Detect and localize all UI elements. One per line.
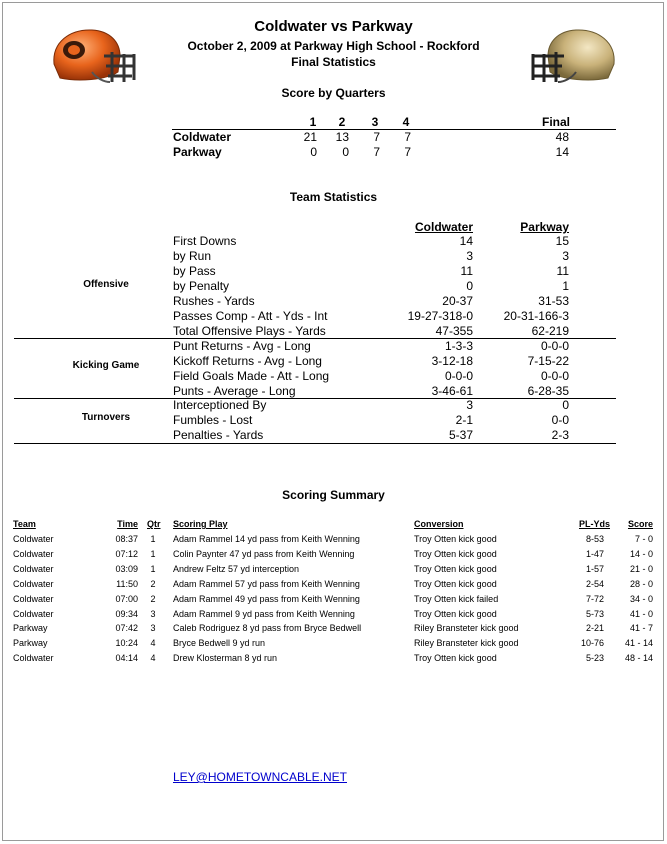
stat-value-parkway: 31-53 xyxy=(538,293,569,308)
stat-value-parkway: 0 xyxy=(562,398,569,413)
scoring-play: Caleb Rodriguez 8 yd pass from Bryce Bedwell xyxy=(173,623,362,634)
stat-label: Total Offensive Plays - Yards xyxy=(173,323,326,338)
stat-value-parkway: 11 xyxy=(556,263,569,278)
stat-label: Interceptioned By xyxy=(173,398,267,413)
quarter-score: 7 xyxy=(404,145,411,159)
scoring-play: Adam Rammel 57 yd pass from Keith Wenning xyxy=(173,578,360,589)
stat-label: Kickoff Returns - Avg - Long xyxy=(173,353,322,368)
scoring-team: Coldwater xyxy=(13,548,54,559)
stat-value-coldwater: 11 xyxy=(460,263,473,278)
team-statistics-title: Team Statistics xyxy=(289,190,378,204)
stat-value-coldwater: 5-37 xyxy=(448,428,473,443)
scoring-conversion: Troy Otten kick good xyxy=(414,548,497,559)
scoring-conversion: Riley Bransteter kick good xyxy=(414,638,519,649)
scoring-time: 08:37 xyxy=(115,534,138,544)
scoring-plyds: 7-72 xyxy=(585,593,604,604)
divider xyxy=(14,338,616,339)
scoring-plyds: 1-57 xyxy=(585,563,604,574)
stat-value-coldwater: 3-46-61 xyxy=(431,383,473,398)
final-header: Final xyxy=(541,115,570,129)
scoring-qtr: 1 xyxy=(150,548,156,559)
scoring-time: 07:42 xyxy=(115,623,138,634)
scoring-team: Coldwater xyxy=(13,608,54,619)
scoring-score: 28 - 0 xyxy=(629,578,653,589)
scoring-play: Drew Klosterman 8 yd run xyxy=(173,653,278,664)
scoring-play: Adam Rammel 14 yd pass from Keith Wenning xyxy=(173,534,360,544)
quarter-header: 3 xyxy=(371,115,379,129)
scoring-qtr: 3 xyxy=(150,623,156,634)
stat-value-parkway: 15 xyxy=(555,234,569,248)
scoring-time: 07:00 xyxy=(115,593,138,604)
stat-value-coldwater: 0-0-0 xyxy=(444,368,473,383)
scoring-qtr: 1 xyxy=(150,534,156,544)
stat-label: Rushes - Yards xyxy=(173,293,255,308)
scoring-plyds: 2-54 xyxy=(585,578,604,589)
stat-label: by Penalty xyxy=(173,278,230,293)
scoring-plyds: 5-23 xyxy=(585,653,604,664)
scoring-conversion: Troy Otten kick good xyxy=(414,608,497,619)
stat-value-coldwater: 3 xyxy=(466,398,473,413)
quarter-score: 0 xyxy=(310,145,317,159)
scoring-header-time: Time xyxy=(117,519,138,529)
stat-value-parkway: 62-219 xyxy=(531,323,569,338)
quarter-score: 7 xyxy=(373,145,380,159)
stat-value-coldwater: 3-12-18 xyxy=(431,353,473,368)
scoring-header-qtr: Qtr xyxy=(147,519,161,529)
stats-group-label: Offensive xyxy=(83,279,129,290)
scoring-team: Coldwater xyxy=(13,534,54,544)
scoring-header-plyds: PL-Yds xyxy=(578,519,610,529)
scoring-time: 04:14 xyxy=(115,653,138,664)
score-by-quarters-title: Score by Quarters xyxy=(281,86,386,100)
scoring-team: Coldwater xyxy=(13,563,54,574)
stat-label: Punts - Average - Long xyxy=(173,383,296,398)
scoring-summary-title: Scoring Summary xyxy=(282,488,385,502)
scoring-time: 11:50 xyxy=(116,578,138,589)
scoring-play: Adam Rammel 49 yd pass from Keith Wenning xyxy=(173,593,360,604)
stat-label: Field Goals Made - Att - Long xyxy=(173,368,330,383)
scoring-time: 07:12 xyxy=(115,548,138,559)
scoring-team: Coldwater xyxy=(13,653,54,664)
quarters-team-name: Parkway xyxy=(173,145,222,159)
stat-label: by Pass xyxy=(173,263,216,278)
quarter-score: 0 xyxy=(342,145,349,159)
scoring-plyds: 10-76 xyxy=(580,638,604,649)
scoring-play: Adam Rammel 9 yd pass from Keith Wenning xyxy=(173,608,355,619)
stat-value-coldwater: 0 xyxy=(466,278,473,293)
stats-col-parkway: Parkway xyxy=(520,220,569,234)
quarter-score: 21 xyxy=(303,130,317,144)
stat-label: First Downs xyxy=(173,234,237,248)
scoring-header-team: Team xyxy=(13,519,36,529)
scoring-score: 21 - 0 xyxy=(629,563,653,574)
scoring-score: 41 - 7 xyxy=(629,623,653,634)
scoring-score: 7 - 0 xyxy=(634,534,653,544)
stats-group-label: Kicking Game xyxy=(72,360,140,371)
scoring-qtr: 2 xyxy=(150,593,156,604)
final-score: 14 xyxy=(555,145,569,159)
scoring-score: 41 - 14 xyxy=(624,638,653,649)
scoring-team: Parkway xyxy=(13,623,48,634)
final-score: 48 xyxy=(555,130,569,144)
scoring-plyds: 2-21 xyxy=(585,623,604,634)
scoring-team: Coldwater xyxy=(13,578,54,589)
page-title: Coldwater vs Parkway xyxy=(254,18,413,35)
stat-value-parkway: 6-28-35 xyxy=(527,383,569,398)
scoring-qtr: 4 xyxy=(150,638,156,649)
scoring-conversion: Troy Otten kick good xyxy=(414,563,497,574)
stat-value-coldwater: 19-27-318-0 xyxy=(407,308,473,323)
scoring-header-play: Scoring Play xyxy=(173,519,228,529)
stat-value-parkway: 0-0 xyxy=(551,413,569,428)
quarters-team-name: Coldwater xyxy=(173,130,232,144)
stat-value-coldwater: 2-1 xyxy=(455,413,473,428)
stat-value-coldwater: 3 xyxy=(466,248,473,263)
stat-value-parkway: 3 xyxy=(562,248,569,263)
scoring-score: 34 - 0 xyxy=(629,593,653,604)
stat-value-parkway: 2-3 xyxy=(551,428,569,443)
scoring-qtr: 3 xyxy=(150,608,156,619)
quarter-score: 13 xyxy=(335,130,349,144)
quarter-header: 2 xyxy=(338,115,346,129)
stat-value-coldwater: 20-37 xyxy=(442,293,473,308)
email-link[interactable]: LEY@HOMETOWNCABLE.NET xyxy=(173,770,347,784)
scoring-play: Andrew Feltz 57 yd interception xyxy=(173,563,300,574)
scoring-time: 09:34 xyxy=(115,608,138,619)
scoring-team: Parkway xyxy=(13,638,48,649)
scoring-score: 41 - 0 xyxy=(629,608,653,619)
quarter-score: 7 xyxy=(373,130,380,144)
scoring-score: 48 - 14 xyxy=(624,653,653,664)
quarter-header: 1 xyxy=(309,115,317,129)
final-statistics-label: Final Statistics xyxy=(291,55,376,69)
scoring-header-conversion: Conversion xyxy=(414,519,464,529)
scoring-conversion: Riley Bransteter kick good xyxy=(414,623,519,634)
stat-value-parkway: 0-0-0 xyxy=(540,338,569,353)
scoring-qtr: 1 xyxy=(150,563,156,574)
scoring-play: Colin Paynter 47 yd pass from Keith Wenning xyxy=(173,548,355,559)
scoring-plyds: 5-73 xyxy=(585,608,604,619)
scoring-qtr: 2 xyxy=(150,578,156,589)
divider xyxy=(14,443,616,444)
stat-value-parkway: 7-15-22 xyxy=(527,353,569,368)
stat-value-parkway: 20-31-166-3 xyxy=(503,308,569,323)
scoring-plyds: 8-53 xyxy=(585,534,604,544)
stat-value-coldwater: 14 xyxy=(459,234,473,248)
scoring-conversion: Troy Otten kick failed xyxy=(414,593,499,604)
stat-value-coldwater: 47-355 xyxy=(435,323,473,338)
stat-label: Fumbles - Lost xyxy=(173,413,253,428)
stat-label: Penalties - Yards xyxy=(173,428,264,443)
scoring-play: Bryce Bedwell 9 yd run xyxy=(173,638,266,649)
scoring-time: 10:24 xyxy=(115,638,138,649)
scoring-qtr: 4 xyxy=(150,653,156,664)
scoring-team: Coldwater xyxy=(13,593,54,604)
stat-value-coldwater: 1-3-3 xyxy=(444,338,473,353)
scoring-time: 03:09 xyxy=(115,563,138,574)
divider xyxy=(14,398,616,399)
stat-label: Punt Returns - Avg - Long xyxy=(173,338,311,353)
stat-label: Passes Comp - Att - Yds - Int xyxy=(173,308,328,323)
quarter-header: 4 xyxy=(402,115,410,129)
stat-value-parkway: 1 xyxy=(562,278,569,293)
scoring-conversion: Troy Otten kick good xyxy=(414,534,497,544)
scoring-conversion: Troy Otten kick good xyxy=(414,653,497,664)
scoring-header-score: Score xyxy=(627,519,653,529)
stat-label: by Run xyxy=(173,248,212,263)
game-subtitle: October 2, 2009 at Parkway High School - Rockford xyxy=(187,39,480,53)
stats-group-label: Turnovers xyxy=(81,412,131,423)
scoring-plyds: 1-47 xyxy=(585,548,604,559)
scoring-score: 14 - 0 xyxy=(629,548,653,559)
stats-col-coldwater: Coldwater xyxy=(414,220,473,234)
quarter-score: 7 xyxy=(404,130,411,144)
stat-value-parkway: 0-0-0 xyxy=(540,368,569,383)
scoring-conversion: Troy Otten kick good xyxy=(414,578,497,589)
